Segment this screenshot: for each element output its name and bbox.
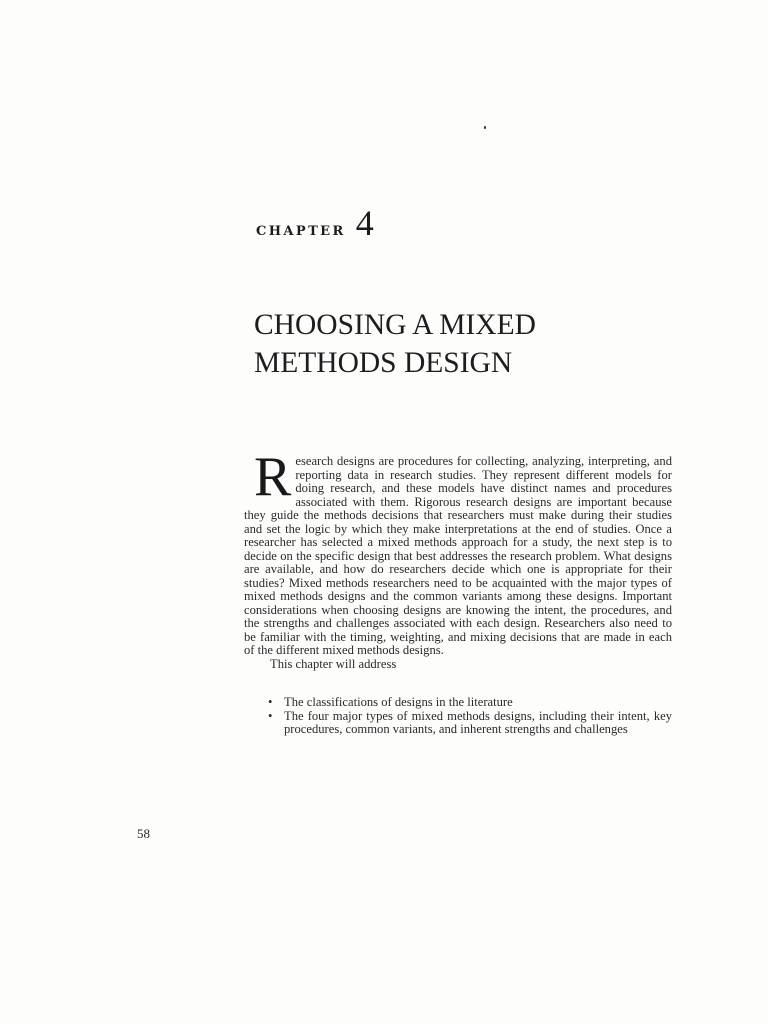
bullet-icon: • <box>268 695 273 709</box>
list-item-text: The four major types of mixed methods designs, including their intent, key procedures, common variants, and inherent strengths and challenges <box>284 708 672 736</box>
chapter-number: 4 <box>355 203 374 243</box>
list-item-text: The classifications of designs in the literature <box>284 695 513 709</box>
bullet-icon: • <box>268 708 273 723</box>
list-item <box>244 710 672 737</box>
drop-cap: R <box>254 446 292 508</box>
address-line: This chapter will address <box>270 656 397 671</box>
intro-text: esearch designs are procedures for collecting, analyzing, interpreting, and reporting data in research studies. They represent different models for doing research, and these models have distinct names and procedures associated with them. Rigorous research designs are important because they guide the methods decisions that researchers must make during their studies and set the logic by which they make interpretations at the end of studies. Once a researcher has selected a mixed methods approach for a study, the next step is to decide on the specific design that best addresses the research problem. What designs are available, and how do researchers decide which one is appropriate for their studies? Mixed methods researchers need to be acquainted with the major types of mixed methods designs and the common variants among these designs. Important considerations when choosing designs are knowing the intent, the procedures, and the strengths and challenges associated with each design. Researchers also need to be familiar with the timing, weighting, and mixing decisions that are made in each of the different mixed methods designs. <box>244 454 672 657</box>
chapter-label: CHAPTER <box>256 224 346 239</box>
page-number: 58 <box>137 826 150 841</box>
chapter-title-line-2: METHODS DESIGN <box>254 347 513 379</box>
chapter-body <box>244 446 672 737</box>
list-item <box>244 696 672 710</box>
intro-paragraph <box>244 446 672 658</box>
scan-speck <box>484 126 486 129</box>
chapter-title-line-1: CHOOSING A MIXED <box>254 309 536 341</box>
chapter-title <box>254 306 654 382</box>
chapter-heading <box>256 205 374 241</box>
topic-list <box>244 696 672 737</box>
